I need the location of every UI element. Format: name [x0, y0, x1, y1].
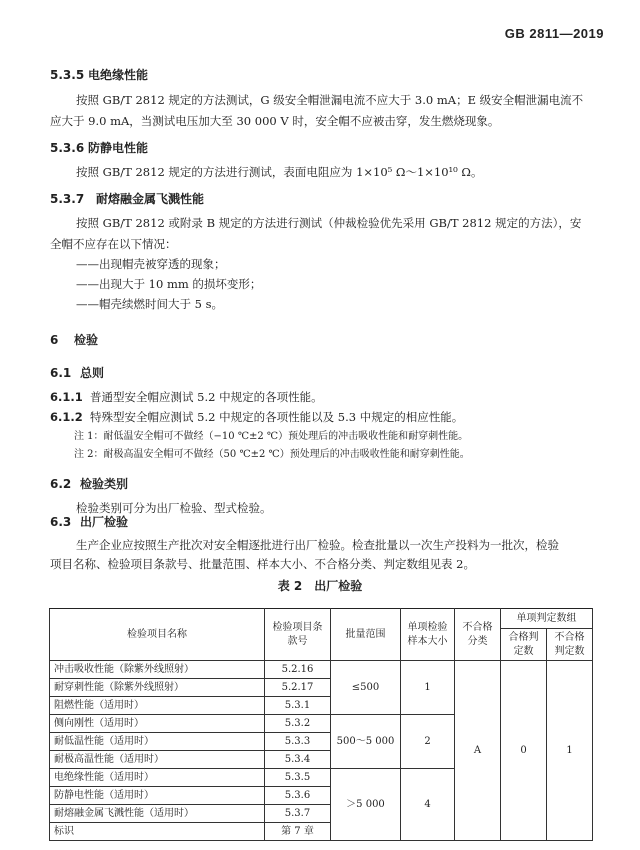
clause-6-1-1 [50, 389, 323, 405]
section-title: 出厂检验 [80, 515, 129, 529]
item-name: 标识 [50, 823, 265, 841]
section-title: 防静电性能 [88, 141, 149, 155]
paragraph-line: 项目名称、检验项目条款号、批量范围、样本大小、不合格分类、判定数组见表 2。 [50, 557, 475, 571]
paragraph-line: 检验类别可分为出厂检验、型式检验。 [76, 501, 272, 515]
note-2: 注 2：耐极高温安全帽可不做经（50 ℃±2 ℃）预处理后的冲击吸收性能和耐穿刺性能。 [74, 449, 470, 460]
section-title: 总则 [80, 366, 105, 380]
section-number: 6.3 [50, 515, 72, 529]
header-judgement-group: 单项判定数组 [501, 609, 593, 629]
item-name: 侧向刚性（适用时） [50, 715, 265, 733]
paragraph-line: 生产企业应按照生产批次对安全帽逐批进行出厂检验。检查批量以一次生产投料为一批次，检验 [76, 538, 559, 552]
item-name: 防静电性能（适用时） [50, 787, 265, 805]
item-clause: 5.3.6 [265, 787, 331, 805]
section-title: 检验类别 [80, 477, 129, 491]
clause-number: 6.1.1 [50, 390, 83, 404]
item-clause: 第 7 章 [265, 823, 331, 841]
header-item-name: 检验项目名称 [50, 609, 265, 661]
section-6-3-heading [50, 513, 128, 530]
paragraph-line: 应大于 9.0 mA，当测试电压加大至 30 000 V 时，安全帽不应被击穿，发生燃烧现象。 [50, 114, 500, 128]
item-clause: 5.3.3 [265, 733, 331, 751]
section-number: 5.3.7 [50, 192, 85, 206]
sample-size: 2 [401, 715, 455, 769]
sample-size: 1 [401, 661, 455, 715]
table-row [50, 661, 593, 679]
item-name: 耐熔融金属飞溅性能（适用时） [50, 805, 265, 823]
section-title: 电绝缘性能 [88, 68, 149, 82]
section-5-3-6-heading [50, 139, 148, 156]
standard-code: GB 2811—2019 [504, 26, 604, 41]
table-caption: 表 2 出厂检验 [277, 579, 363, 593]
factory-inspection-table [49, 608, 593, 841]
section-title: 检验 [74, 333, 99, 347]
header-sample-size: 单项检验样本大小 [401, 609, 455, 661]
section-5-3-7-heading [50, 190, 204, 207]
paragraph-line: 按照 GB/T 2812 规定的方法测试，G 级安全帽泄漏电流不应大于 3.0 mA；E 级安全帽泄漏电流不 [76, 93, 584, 107]
section-number: 6.1 [50, 366, 72, 380]
item-name: 电绝缘性能（适用时） [50, 769, 265, 787]
paragraph-line: 全帽不应存在以下情况： [50, 237, 177, 251]
batch-range: ≤500 [331, 661, 401, 715]
reject-number: 1 [547, 661, 593, 841]
paragraph-line: 按照 GB/T 2812 或附录 B 规定的方法进行测试（仲裁检验优先采用 GB/T 2812 规定的方法），安 [76, 216, 582, 230]
nonconformity-class: A [455, 661, 501, 841]
header-accept-number: 合格判定数 [501, 629, 547, 661]
section-number: 6.2 [50, 477, 72, 491]
chapter-6-heading [50, 331, 98, 348]
item-clause: 5.2.16 [265, 661, 331, 679]
clause-text: 普通型安全帽应测试 5.2 中规定的各项性能。 [90, 390, 323, 404]
batch-range: 500～5 000 [331, 715, 401, 769]
item-clause: 5.3.4 [265, 751, 331, 769]
header-batch-range: 批量范围 [331, 609, 401, 661]
accept-number: 0 [501, 661, 547, 841]
item-clause: 5.3.7 [265, 805, 331, 823]
section-5-3-5-heading [50, 66, 148, 83]
dash-list-item: ——出现帽壳被穿透的现象； [76, 257, 226, 271]
header-nonconformity-class: 不合格分类 [455, 609, 501, 661]
clause-6-1-2 [50, 409, 463, 425]
item-name: 耐低温性能（适用时） [50, 733, 265, 751]
item-clause: 5.2.17 [265, 679, 331, 697]
item-name: 冲击吸收性能（除紫外线照射） [50, 661, 265, 679]
section-number: 5.3.6 [50, 141, 85, 155]
item-name: 阻燃性能（适用时） [50, 697, 265, 715]
section-number: 6 [50, 333, 59, 347]
item-clause: 5.3.5 [265, 769, 331, 787]
paragraph-line: 按照 GB/T 2812 规定的方法进行测试，表面电阻应为 1×10⁵ Ω～1×10¹⁰ Ω。 [76, 165, 483, 179]
note-1: 注 1：耐低温安全帽可不做经（−10 ℃±2 ℃）预处理后的冲击吸收性能和耐穿刺性能。 [74, 431, 469, 442]
section-6-1-heading [50, 364, 104, 381]
dash-list-item: ——出现大于 10 mm 的损坏变形； [76, 277, 262, 291]
header-clause: 检验项目条款号 [265, 609, 331, 661]
batch-range: ＞5 000 [331, 769, 401, 841]
sample-size: 4 [401, 769, 455, 841]
dash-list-item: ——帽壳续燃时间大于 5 s。 [76, 297, 224, 311]
item-clause: 5.3.1 [265, 697, 331, 715]
clause-number: 6.1.2 [50, 410, 83, 424]
section-number: 5.3.5 [50, 68, 85, 82]
header-reject-number: 不合格判定数 [547, 629, 593, 661]
item-clause: 5.3.2 [265, 715, 331, 733]
section-title: 耐熔融金属飞溅性能 [96, 192, 205, 206]
item-name: 耐穿刺性能（除紫外线照射） [50, 679, 265, 697]
section-6-2-heading [50, 475, 128, 492]
item-name: 耐极高温性能（适用时） [50, 751, 265, 769]
clause-text: 特殊型安全帽应测试 5.2 中规定的各项性能以及 5.3 中规定的相应性能。 [90, 410, 464, 424]
